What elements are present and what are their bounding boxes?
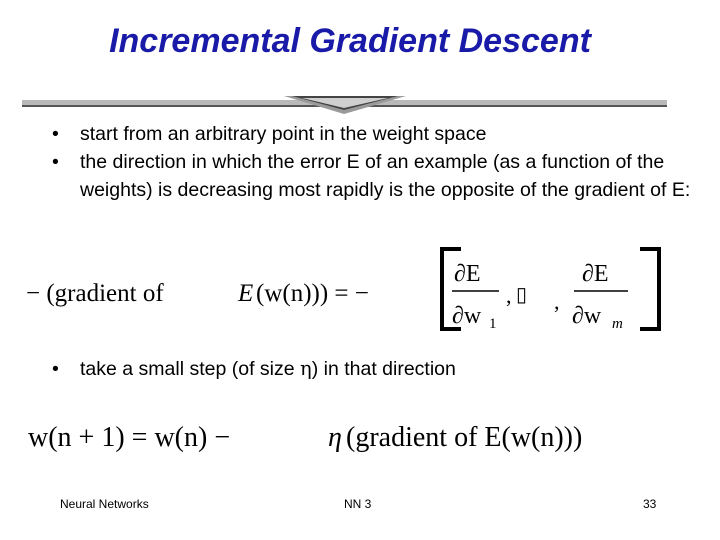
bullet-text-prefix: take a small step (of size (80, 358, 301, 380)
subscript-m: m (612, 316, 623, 332)
partial-denominator-1: ∂w (452, 303, 482, 329)
partial-denominator-2: ∂w (572, 303, 602, 329)
footer-left: Neural Networks (60, 497, 149, 511)
equation-e-symbol: E (238, 280, 254, 307)
right-bracket (640, 249, 659, 329)
bullet-item (52, 148, 692, 204)
bullet-text-suffix: ) in that direction (311, 358, 456, 380)
partial-numerator-1: ∂E (454, 261, 481, 287)
bullet-marker: • (52, 151, 59, 173)
gradient-equation (24, 243, 684, 338)
update-equation (24, 408, 694, 468)
equation-argument: (w(n))) = − (256, 280, 369, 307)
ellipsis-placeholder: ▯ (516, 284, 528, 306)
equation-lhs: − (gradient of (26, 280, 164, 307)
update-rhs: (gradient of E(w(n))) (346, 422, 583, 453)
eta-symbol: η (300, 357, 312, 380)
page-number: 33 (643, 497, 657, 511)
slide-title: Incremental Gradient Descent (109, 22, 591, 60)
bullet-item-step (52, 355, 692, 383)
partial-numerator-2: ∂E (582, 261, 609, 287)
title-divider (22, 92, 672, 118)
bullet-text: start from an arbitrary point in the weight space (80, 123, 487, 145)
bullet-list (52, 120, 692, 204)
bullet-marker: • (52, 358, 59, 380)
comma-1: , (506, 283, 512, 308)
eta-symbol: η (328, 422, 342, 453)
bullet-text: the direction in which the error E of an example (as a function of the weights) is decreasing most rapidly is the opposite of the gradient of E: (80, 151, 691, 201)
bullet-item (52, 120, 692, 148)
subscript-1: 1 (489, 316, 497, 332)
bullet-text (52, 355, 692, 383)
bullet-marker: • (52, 123, 59, 145)
footer-center: NN 3 (344, 497, 372, 511)
comma-2: , (554, 289, 560, 314)
update-lhs: w(n + 1) = w(n) − (28, 422, 231, 453)
